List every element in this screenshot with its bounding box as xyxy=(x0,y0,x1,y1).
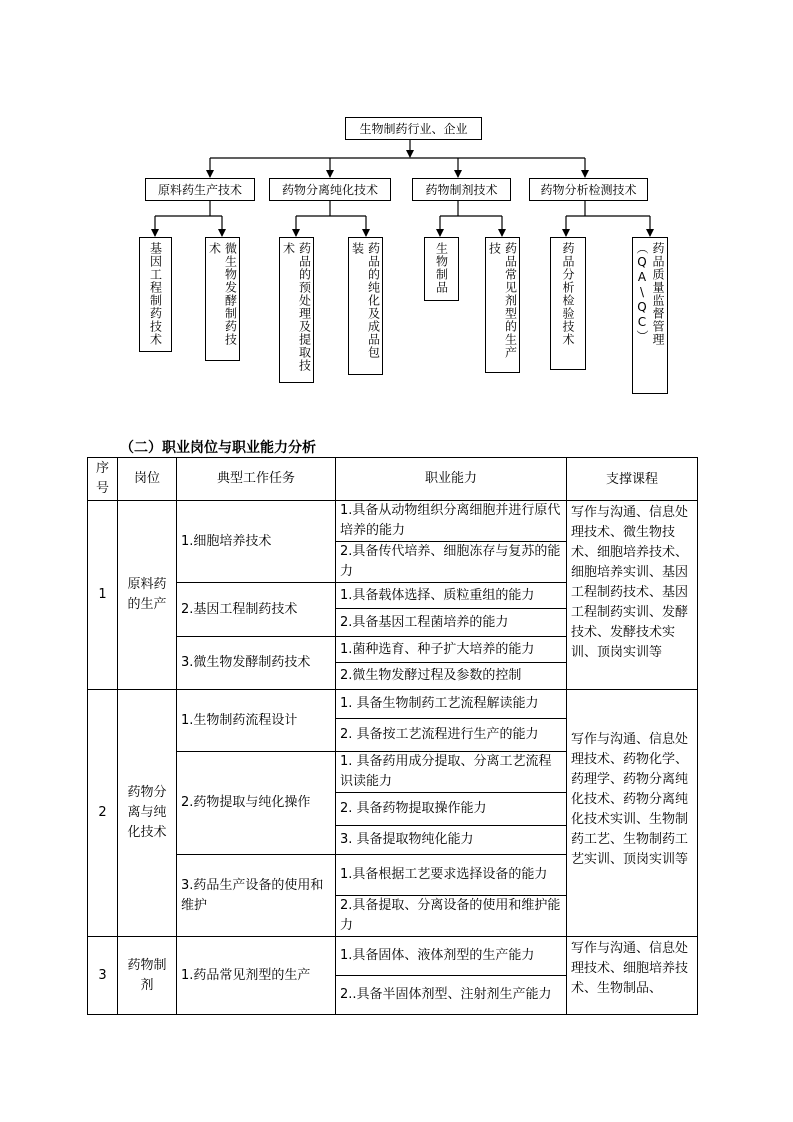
cell-ability: 2. 具备按工艺流程进行生产的能力 xyxy=(336,719,567,752)
leaf-biological-products: 生物制品 xyxy=(424,237,459,301)
cell-no: 2 xyxy=(88,690,118,937)
header-post: 岗位 xyxy=(118,458,177,501)
cell-ability: 1.菌种选育、种子扩大培养的能力 xyxy=(336,637,567,663)
header-task: 典型工作任务 xyxy=(177,458,336,501)
leaf-analysis-testing: 药品分析检验技术 xyxy=(550,237,586,370)
cell-ability: 1.具备载体选择、质粒重组的能力 xyxy=(336,583,567,609)
cell-task: 2.药物提取与纯化操作 xyxy=(177,752,336,855)
section-title: （二）职业岗位与职业能力分析 xyxy=(120,440,316,456)
cell-course: 写作与沟通、信息处理技术、药物化学、药理学、药物分离纯化技术、药物分离纯化技术实训、生物制药工艺、生物制药工艺实训、顶岗实训等 xyxy=(567,690,698,937)
cell-ability: 1. 具备药用成分提取、分离工艺流程识读能力 xyxy=(336,752,567,793)
cell-task: 3.微生物发酵制药技术 xyxy=(177,637,336,690)
cell-ability: 2.具备基因工程菌培养的能力 xyxy=(336,609,567,637)
table-row xyxy=(88,501,698,542)
cell-course: 写作与沟通、信息处理技术、微生物技术、细胞培养技术、细胞培养实训、基因工程制药技术、基因工程制药实训、发酵技术、发酵技术实训、顶岗实训等 xyxy=(567,501,698,690)
cell-task: 1.药品常见剂型的生产 xyxy=(177,937,336,1015)
table-row xyxy=(88,690,698,719)
header-no: 序号 xyxy=(88,458,118,501)
category-analysis: 药物分析检测技术 xyxy=(529,178,648,201)
leaf-pretreatment: 药品的预处理及提取技术 xyxy=(279,237,314,383)
table-row xyxy=(88,937,698,976)
cell-ability: 1. 具备生物制药工艺流程解读能力 xyxy=(336,690,567,719)
cell-no: 1 xyxy=(88,501,118,690)
category-raw-material: 原料药生产技术 xyxy=(145,178,255,201)
cell-ability: 3. 具备提取物纯化能力 xyxy=(336,826,567,855)
leaf-quality-management: 药品质量监督管理（QA\QC） xyxy=(632,237,668,394)
cell-course: 写作与沟通、信息处理技术、细胞培养技术、生物制品、 xyxy=(567,937,698,1015)
table-header-row xyxy=(88,458,698,501)
category-preparation: 药物制剂技术 xyxy=(412,178,511,201)
cell-task: 3.药品生产设备的使用和维护 xyxy=(177,855,336,937)
leaf-dosage-forms: 药品常见剂型的生产技 xyxy=(485,237,520,373)
cell-no: 3 xyxy=(88,937,118,1015)
cell-ability: 2.微生物发酵过程及参数的控制 xyxy=(336,663,567,690)
cell-post: 药物分离与纯化技术 xyxy=(118,690,177,937)
leaf-purification: 药品的纯化及成品包装 xyxy=(348,237,383,375)
cell-ability: 1.具备根据工艺要求选择设备的能力 xyxy=(336,855,567,896)
cell-ability: 2.具备提取、分离设备的使用和维护能力 xyxy=(336,896,567,937)
cell-task: 1.细胞培养技术 xyxy=(177,501,336,583)
header-ability: 职业能力 xyxy=(336,458,567,501)
ability-table xyxy=(87,457,698,1015)
leaf-fermentation: 微生物发酵制药技术 xyxy=(205,237,240,361)
header-course: 支撑课程 xyxy=(567,458,698,501)
leaf-genetic-engineering: 基因工程制药技术 xyxy=(139,237,172,352)
diagram-root: 生物制药行业、企业 xyxy=(345,117,482,140)
cell-ability: 1.具备固体、液体剂型的生产能力 xyxy=(336,937,567,976)
cell-task: 2.基因工程制药技术 xyxy=(177,583,336,637)
diagram-connectors xyxy=(0,0,793,430)
cell-ability: 1.具备从动物组织分离细胞并进行原代培养的能力 xyxy=(336,501,567,542)
cell-ability: 2.具备传代培养、细胞冻存与复苏的能力 xyxy=(336,542,567,583)
cell-ability: 2..具备半固体剂型、注射剂生产能力 xyxy=(336,976,567,1015)
cell-post: 药物制剂 xyxy=(118,937,177,1015)
cell-ability: 2. 具备药物提取操作能力 xyxy=(336,793,567,826)
cell-task: 1.生物制药流程设计 xyxy=(177,690,336,752)
category-separation: 药物分离纯化技术 xyxy=(269,178,391,201)
cell-post: 原料药的生产 xyxy=(118,501,177,690)
